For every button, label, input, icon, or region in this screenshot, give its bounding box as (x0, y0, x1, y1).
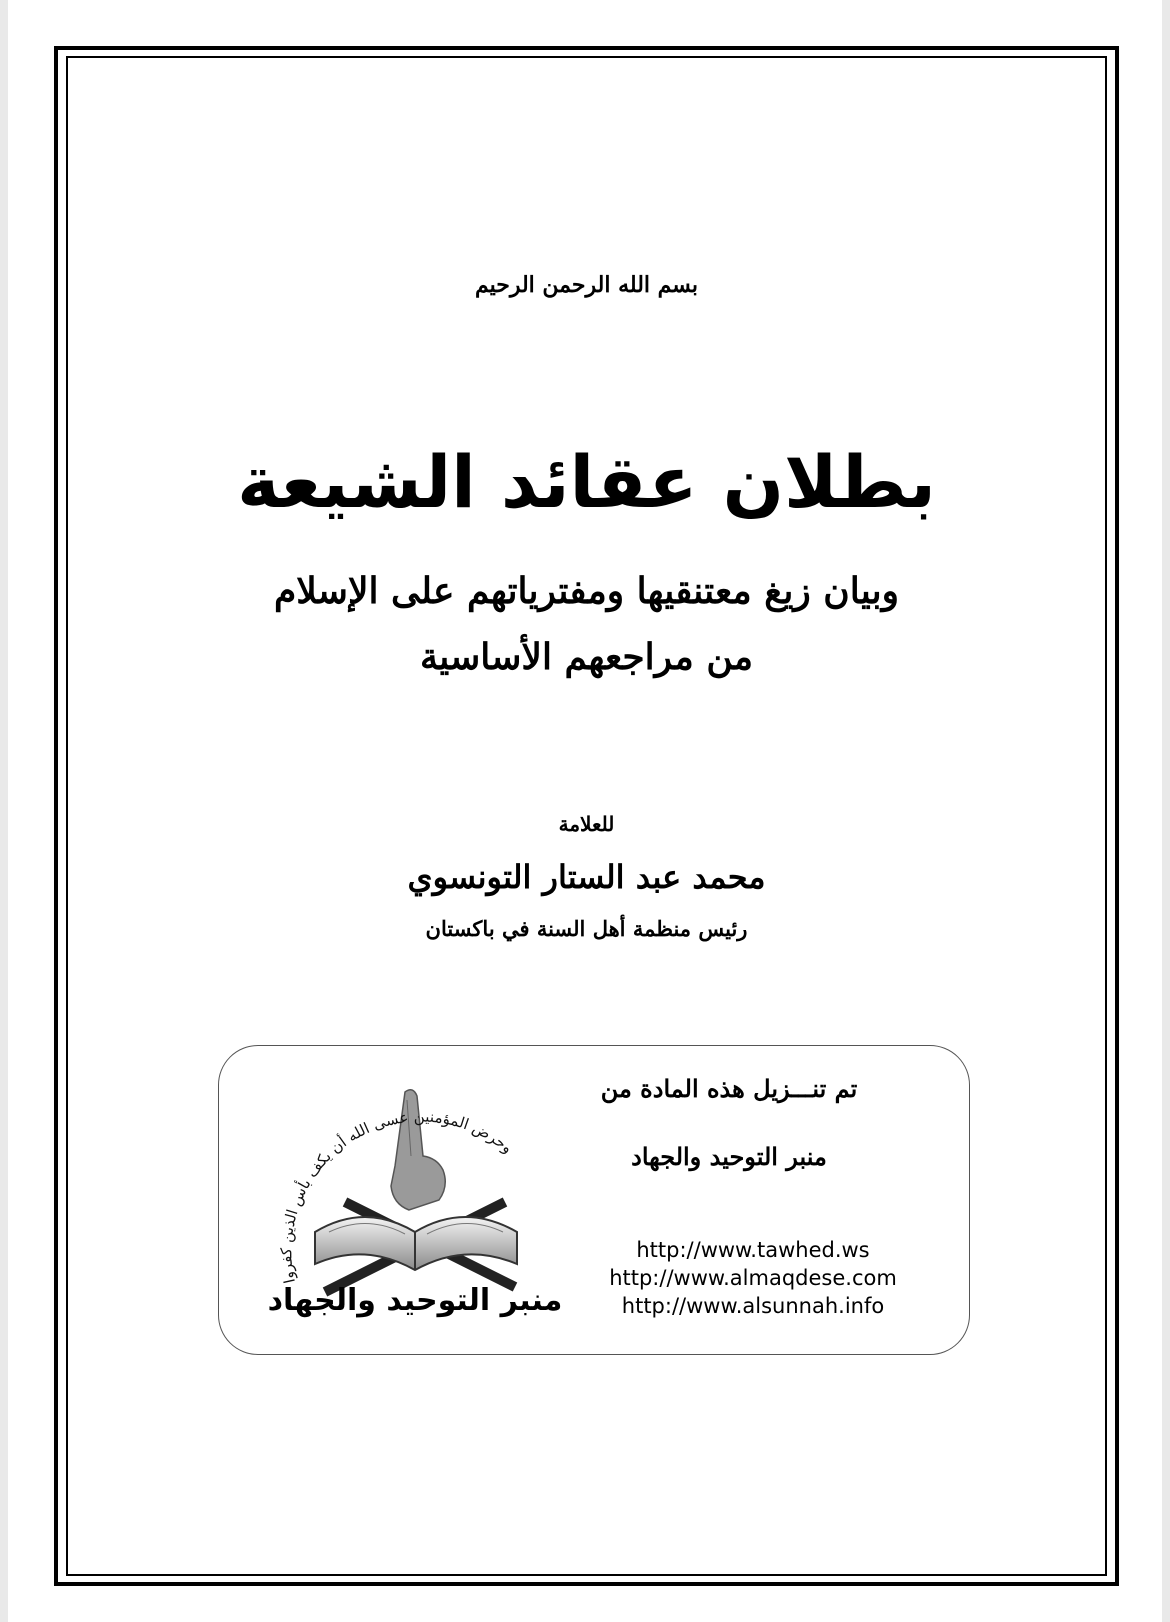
logo-site-name: منبر التوحيد والجهاد (267, 1283, 563, 1318)
site-logo (255, 1082, 575, 1332)
subtitle-line-1: وبيان زيغ معتنقيها ومفترياتهم على الإسلام (274, 570, 899, 612)
author-role: رئيس منظمة أهل السنة في باكستان (425, 916, 748, 941)
url-link[interactable]: http://www.almaqdese.com (609, 1266, 897, 1290)
author-prefix: للعلامة (558, 812, 615, 836)
url-link[interactable]: http://www.alsunnah.info (621, 1294, 885, 1318)
author-name: محمد عبد الستار التونسوي (407, 858, 766, 896)
logo-arc-verse: وحرض المؤمنين عسى الله أن يكف بأس الذين كفروا (277, 1107, 517, 1286)
url-link[interactable]: http://www.tawhed.ws (636, 1238, 870, 1262)
book-title: بطلان عقائد الشيعة (237, 440, 936, 524)
subtitle-line-2: من مراجعهم الأساسية (419, 636, 754, 678)
download-source-box (218, 1045, 970, 1355)
url-list (573, 1236, 933, 1320)
download-notice-line-1: تم تنـــزيل هذه المادة من (600, 1074, 858, 1103)
document-page (8, 0, 1162, 1622)
basmala: بسم الله الرحمن الرحيم (474, 272, 699, 298)
download-notice-line-2: منبر التوحيد والجهاد (631, 1142, 827, 1171)
